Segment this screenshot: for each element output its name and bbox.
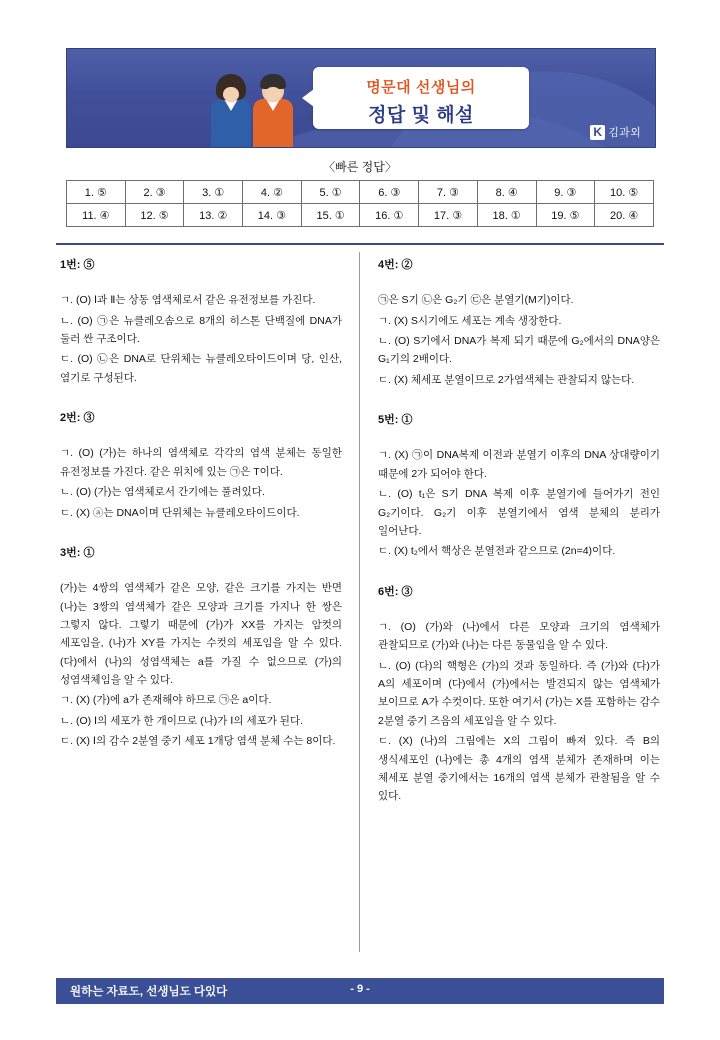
answer-cell: 10. ⑤ xyxy=(595,181,654,204)
teacher-male-figure xyxy=(253,78,293,147)
question-2-line-1: ㄱ. (O) (가)는 하나의 염색체로 각각의 염색 분체는 동일한 유전정보를 가진다. 같은 위치에 있는 ㉠은 T이다. xyxy=(60,447,342,478)
solution-block-4 xyxy=(378,256,660,389)
solution-block-2 xyxy=(60,409,342,522)
question-3-line-4: ㄷ. (X) Ⅰ의 감수 2분열 중기 세포 1개당 염색 분체 수는 8이다. xyxy=(60,735,336,748)
question-3-line-1: (가)는 4쌍의 염색체가 같은 모양, 같은 크기를 가지는 반면 (나)는 3쌍의 염색체가 같은 모양과 크기를 가지나 한 쌍은 그렇지 않다. 그렇기 때문에 (가)가 XX를 가지는 암컷의 세포임을, (나)가 XY를 가지는 수컷의 세포임을 알 수 있다. (다)에서 (나)의 성염색체는 a를 가질 수 없으므로 (가)의 성염색체임을 알 수 있다. xyxy=(60,582,342,686)
question-4-heading: 4번: ② xyxy=(378,259,413,271)
table-row xyxy=(67,204,654,227)
answer-cell: 12. ⑤ xyxy=(125,204,184,227)
banner-title-line-2: 정답 및 해설 xyxy=(368,105,474,126)
right-column xyxy=(378,256,660,820)
answer-cell: 17. ③ xyxy=(419,204,478,227)
question-3-line-2: ㄱ. (X) (가)에 a가 존재해야 하므로 ㉠은 a이다. xyxy=(60,694,272,707)
question-6-line-3: ㄷ. (X) (나)의 그림에는 X의 그림이 빠져 있다. 즉 B의 생식세포인 (나)에는 총 4개의 염색 분체가 존재하며 이는 체세포 분열 중기에서는 16개의 염색 분체가 관찰됨을 알 수 있다. xyxy=(378,735,660,803)
question-5-line-1: ㄱ. (X) ㉠이 DNA복제 이전과 분열기 이후의 DNA 상대량이기 때문에 2가 되어야 한다. xyxy=(378,449,660,480)
answer-cell: 11. ④ xyxy=(67,204,126,227)
brand-logo xyxy=(590,124,641,140)
question-1-line-1: ㄱ. (O) Ⅰ과 Ⅱ는 상동 염색체로서 같은 유전정보를 가진다. xyxy=(60,294,316,307)
table-row xyxy=(67,181,654,204)
question-4-line-3: ㄴ. (O) S기에서 DNA가 복제 되기 때문에 G₂에서의 DNA양은 G₁기의 2배이다. xyxy=(378,335,660,366)
answer-cell: 16. ① xyxy=(360,204,419,227)
answer-cell: 19. ⑤ xyxy=(536,204,595,227)
teacher-male-face xyxy=(265,87,281,101)
content-top-divider xyxy=(56,243,664,245)
answer-cell: 9. ③ xyxy=(536,181,595,204)
answer-cell: 15. ① xyxy=(301,204,360,227)
question-1-line-3: ㄷ. (O) ㉡은 DNA로 단위체는 뉴클레오타이드이며 당, 인산, 염기로 구성된다. xyxy=(60,353,342,384)
teacher-male-head xyxy=(262,78,284,102)
question-4-line-1: ㉠은 S기 ㉡은 G₂기 ㉢은 분열기(M기)이다. xyxy=(378,294,574,307)
answer-cell: 6. ③ xyxy=(360,181,419,204)
brand-name: 김과외 xyxy=(608,127,641,139)
solution-block-5 xyxy=(378,411,660,561)
solution-block-6 xyxy=(378,583,660,806)
teachers-illustration xyxy=(207,61,317,147)
answer-cell: 2. ③ xyxy=(125,181,184,204)
question-2-line-2: ㄴ. (O) (가)는 염색체로서 간기에는 풀려있다. xyxy=(60,486,265,499)
question-3-line-3: ㄴ. (O) Ⅰ의 세포가 한 개이므로 (나)가 Ⅰ의 세포가 된다. xyxy=(60,714,304,727)
answer-cell: 20. ④ xyxy=(595,204,654,227)
answer-cell: 5. ① xyxy=(301,181,360,204)
question-5-line-3: ㄷ. (X) t₂에서 핵상은 분열전과 같으므로 (2n=4)이다. xyxy=(378,545,616,558)
answer-cell: 1. ⑤ xyxy=(67,181,126,204)
question-2-heading: 2번: ③ xyxy=(60,412,95,425)
answer-cell: 7. ③ xyxy=(419,181,478,204)
question-2-line-3: ㄷ. (X) ⓐ는 DNA이며 단위체는 뉴클레오타이드이다. xyxy=(60,506,300,519)
answer-cell: 3. ① xyxy=(184,181,243,204)
quick-answers-table xyxy=(66,180,654,227)
teacher-female-face xyxy=(223,87,239,101)
answer-cell: 4. ② xyxy=(243,181,302,204)
question-1-heading: 1번: ⑤ xyxy=(60,259,95,271)
answer-cell: 14. ③ xyxy=(243,204,302,227)
question-3-heading: 3번: ① xyxy=(60,546,95,559)
answer-cell: 8. ④ xyxy=(477,181,536,204)
answer-cell: 18. ① xyxy=(477,204,536,227)
question-5-heading: 5번: ① xyxy=(378,414,413,427)
banner-title-plate xyxy=(313,67,529,129)
solution-block-1 xyxy=(60,256,342,387)
teacher-female-figure xyxy=(211,78,251,147)
question-5-line-2: ㄴ. (O) t₁은 S기 DNA 복제 이후 분열기에 들어가기 전인 G₂기이다. G₂기 이후 분열기에서 염색 분체의 분리가 일어난다. xyxy=(378,488,660,537)
footer-slogan: 원하는 자료도, 선생님도 다있다 xyxy=(70,986,228,998)
footer-page-number: - 9 - xyxy=(350,983,370,995)
question-6-line-2: ㄴ. (O) (다)의 핵형은 (가)의 것과 동일하다. 즉 (가)와 (다)가 A의 세포이며 (다)에서 (가)에서는 발견되지 않는 염색체가 보이므로 A가 수컷이다. 또한 여기서 (가)는 X를 포함하는 감수 2분열 중기 즈음의 세포임을 알 수 있다. xyxy=(378,659,660,727)
question-6-line-1: ㄱ. (O) (가)와 (나)에서 다른 모양과 크기의 염색체가 관찰되므로 (가)와 (나)는 다른 동물임을 알 수 있다. xyxy=(378,620,660,652)
banner-title-line-1: 명문대 선생님의 xyxy=(366,79,476,96)
brand-k-icon: K xyxy=(590,125,605,140)
question-6-heading: 6번: ③ xyxy=(378,585,413,598)
question-4-line-2: ㄱ. (X) S시기에도 세포는 계속 생장한다. xyxy=(378,314,562,327)
question-1-line-2: ㄴ. (O) ㉠은 뉴클레오솜으로 8개의 히스톤 단백질에 DNA가 둘러 싼 구조이다. xyxy=(60,314,342,345)
teacher-female-body xyxy=(211,99,251,147)
solution-block-3 xyxy=(60,544,342,751)
page-footer xyxy=(56,978,664,1004)
answer-cell: 13. ② xyxy=(184,204,243,227)
teacher-female-head xyxy=(220,78,242,102)
teacher-male-body xyxy=(253,99,293,147)
question-4-line-4: ㄷ. (X) 체세포 분열이므로 2가염색체는 관찰되지 않는다. xyxy=(378,373,635,386)
left-column xyxy=(60,256,342,765)
quick-answers-heading: 〈빠른 정답〉 xyxy=(323,160,397,174)
column-divider xyxy=(359,252,360,952)
header-banner xyxy=(66,48,656,148)
